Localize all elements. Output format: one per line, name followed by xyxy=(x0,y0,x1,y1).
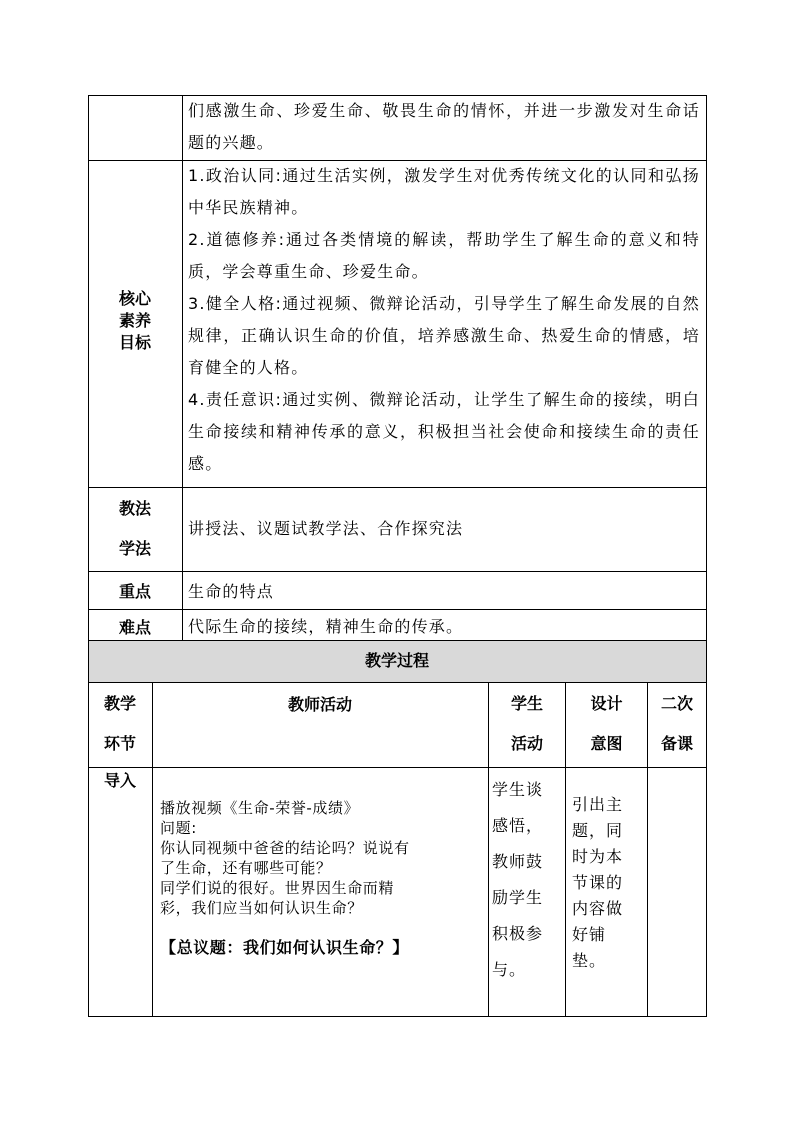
core-literacy-label xyxy=(88,288,182,354)
top-table-left-border xyxy=(88,95,89,641)
row-divider-3 xyxy=(88,571,707,572)
row-divider-4 xyxy=(88,609,707,610)
teacher-line-1: 播放视频《生命-荣誉-成绩》 xyxy=(160,799,360,817)
teacher-main-question: 【总议题：我们如何认识生命？】 xyxy=(160,938,410,957)
design-line-1: 引出主 xyxy=(572,795,624,814)
header-stage xyxy=(88,684,152,764)
header-stage-line-1: 教学 xyxy=(103,694,136,713)
key-point-label: 重点 xyxy=(118,582,151,601)
student-line-1: 学生谈 xyxy=(492,780,544,799)
method-label-line-1: 教法 xyxy=(118,499,151,518)
design-line-5: 内容做 xyxy=(572,899,624,918)
col-divider-teacher xyxy=(488,682,489,1017)
col-divider-student xyxy=(565,682,566,1017)
student-line-3: 教师鼓 xyxy=(492,852,544,871)
method-label-line-2: 学法 xyxy=(118,539,151,558)
core-goal-item-3: 3.健全人格:通过视频、微辩论活动，引导学生了解生命发展的自然规律，正确认识生命的价值，培养感激生命、热爱生命的情感，培育健全的人格。 xyxy=(188,294,700,377)
method-label xyxy=(88,489,182,569)
process-left-border xyxy=(88,640,89,1017)
student-line-4: 励学生 xyxy=(492,888,544,907)
core-literacy-goals xyxy=(188,160,700,480)
row-divider-2 xyxy=(88,487,707,488)
design-line-2: 题，同 xyxy=(572,821,624,840)
difficulty-value: 代际生命的接续，精神生命的传承。 xyxy=(188,617,464,636)
teacher-line-5: 同学们说的很好。世界因生命而精 xyxy=(160,879,395,897)
process-title: 教学过程 xyxy=(364,651,429,670)
intro-continued-text xyxy=(188,95,700,159)
header-stage-line-2: 环节 xyxy=(103,734,136,753)
header-design xyxy=(566,684,647,764)
student-line-5: 积极参 xyxy=(492,924,544,943)
teacher-activity xyxy=(160,798,486,958)
top-table-label-divider xyxy=(182,95,183,641)
teacher-line-2: 问题: xyxy=(160,819,197,837)
design-line-7: 垫。 xyxy=(572,951,607,970)
student-line-2: 感悟， xyxy=(492,816,544,835)
design-line-6: 好铺 xyxy=(572,925,607,944)
core-goal-item-1: 1.政治认同:通过生活实例，激发学生对优秀传统文化的认同和弘扬中华民族精神。 xyxy=(188,166,700,217)
col-divider-stage xyxy=(152,682,153,1017)
header-design-line-2: 意图 xyxy=(590,734,623,753)
process-header-bottom xyxy=(88,767,707,768)
header-second xyxy=(648,684,706,764)
row-divider-5 xyxy=(88,640,707,641)
header-student xyxy=(489,684,565,764)
method-value: 讲授法、议题试教学法、合作探究法 xyxy=(188,519,464,538)
row-stage-intro: 导入 xyxy=(103,771,136,790)
student-activity xyxy=(492,772,564,988)
core-goal-item-4: 4.责任意识:通过实例、微辩论活动，让学生了解生命的接续，明白生命接续和精神传承的意义，积极担当社会使命和接续生命的责任感。 xyxy=(188,390,700,473)
design-intent xyxy=(572,792,644,974)
core-label-line-3: 目标 xyxy=(118,333,151,352)
col-divider-design xyxy=(647,682,648,1017)
teacher-line-6: 彩，我们应当如何认识生命？ xyxy=(160,899,363,917)
teacher-line-4: 了生命，还有哪些可能？ xyxy=(160,859,332,877)
top-table-right-border xyxy=(706,95,707,641)
row-divider-1 xyxy=(88,160,707,161)
key-point-value: 生命的特点 xyxy=(188,582,275,601)
process-header-top xyxy=(88,682,707,683)
header-second-line-1: 二次 xyxy=(660,694,693,713)
teacher-line-3: 你认同视频中爸爸的结论吗？说说有 xyxy=(160,839,410,857)
intro-continued-paragraph: 们感激生命、珍爱生命、敬畏生命的情怀，并进一步激发对生命话题的兴趣。 xyxy=(188,101,700,152)
design-line-3: 时为本 xyxy=(572,847,624,866)
design-line-4: 节课的 xyxy=(572,873,624,892)
core-goal-item-2: 2.道德修养:通过各类情境的解读，帮助学生了解生命的意义和特质，学会尊重生命、珍爱生命。 xyxy=(188,230,700,281)
core-label-line-1: 核心 xyxy=(118,289,151,308)
header-student-line-1: 学生 xyxy=(510,694,543,713)
student-line-6: 与。 xyxy=(492,960,527,979)
table-border-top xyxy=(88,95,707,96)
process-table-bottom xyxy=(88,1016,707,1017)
header-student-line-2: 活动 xyxy=(510,734,543,753)
header-teacher: 教师活动 xyxy=(287,695,352,714)
core-label-line-2: 素养 xyxy=(118,311,151,330)
header-second-line-2: 备课 xyxy=(660,734,693,753)
difficulty-label: 难点 xyxy=(118,618,151,637)
header-design-line-1: 设计 xyxy=(590,694,623,713)
process-right-border xyxy=(706,640,707,1017)
